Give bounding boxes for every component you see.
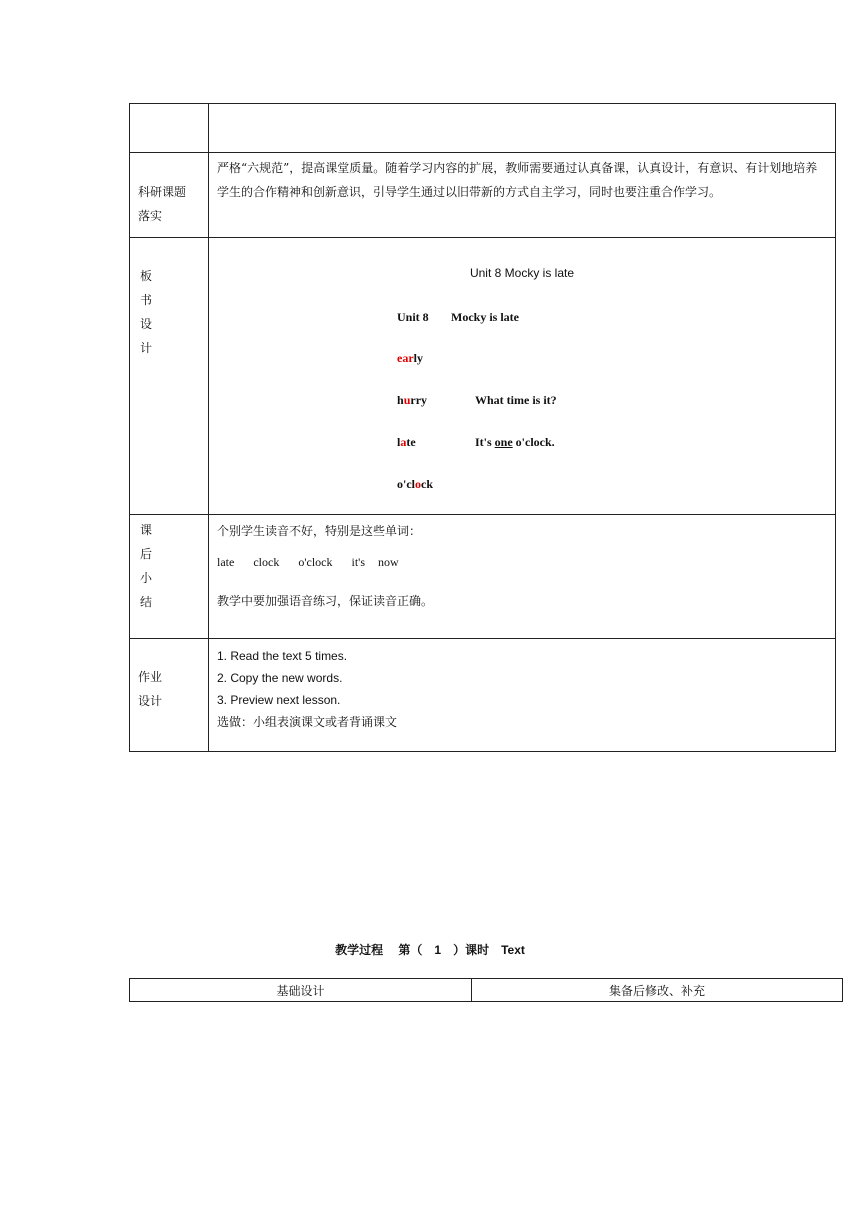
board-label-char: 计 xyxy=(140,341,153,355)
process-title: 教学过程 第（ 1 ）课时 Text xyxy=(335,943,525,957)
summary-label-char: 结 xyxy=(140,595,153,609)
lesson-plan-table xyxy=(129,103,836,752)
board-unit-title: Mocky is late xyxy=(451,310,519,324)
summary-word: now xyxy=(377,555,399,569)
homework-item: 1. Read the text 5 times. xyxy=(217,649,348,663)
process-table xyxy=(129,978,843,1002)
summary-label-char: 课 xyxy=(140,523,153,537)
board-answer: It's one o'clock. xyxy=(475,435,555,449)
homework-label-line2: 设计 xyxy=(138,694,163,708)
board-label-char: 板 xyxy=(140,269,153,283)
board-row xyxy=(130,238,836,515)
research-label-line1: 科研课题 xyxy=(138,185,187,199)
board-content xyxy=(209,238,836,515)
process-col-basic-design: 基础设计 xyxy=(130,979,472,1002)
summary-row xyxy=(130,515,836,639)
homework-item: 3. Preview next lesson. xyxy=(217,693,341,707)
board-unit-label: Unit 8 xyxy=(397,310,429,324)
process-col-revision: 集备后修改、补充 xyxy=(472,979,843,1002)
summary-word: o'clock xyxy=(298,555,333,569)
board-label-char: 设 xyxy=(140,317,153,331)
empty-row xyxy=(130,104,836,153)
summary-label-char: 后 xyxy=(140,547,153,561)
summary-word: clock xyxy=(253,555,280,569)
board-word-late: late xyxy=(397,435,416,449)
board-label-char: 书 xyxy=(140,293,153,307)
homework-label-line1: 作业 xyxy=(138,670,163,684)
summary-word: late xyxy=(217,555,235,569)
board-word-early: early xyxy=(397,351,423,365)
board-word-hurry: hurry xyxy=(397,393,428,407)
summary-line3: 教学中要加强语音练习，保证读音正确。 xyxy=(217,594,434,608)
summary-line1: 个别学生读音不好，特别是这些单词： xyxy=(217,524,422,538)
summary-label-char: 小 xyxy=(140,571,153,585)
research-row xyxy=(130,153,836,238)
research-label-line2: 落实 xyxy=(138,209,163,223)
summary-word: it's xyxy=(351,555,365,569)
summary-label xyxy=(130,515,209,639)
empty-content-cell xyxy=(209,104,836,153)
summary-words xyxy=(217,555,399,570)
homework-content xyxy=(209,639,836,752)
research-label xyxy=(130,153,209,238)
homework-label xyxy=(130,639,209,752)
board-label xyxy=(130,238,209,515)
homework-item: 2. Copy the new words. xyxy=(217,671,343,685)
board-heading: Unit 8 Mocky is late xyxy=(469,266,575,280)
homework-optional: 选做：小组表演课文或者背诵课文 xyxy=(217,715,398,729)
board-question: What time is it? xyxy=(475,393,557,407)
summary-content xyxy=(209,515,836,639)
board-word-oclock: o'clock xyxy=(397,477,433,491)
process-header-row xyxy=(130,979,843,1002)
research-text: 严格“六规范”，提高课堂质量。随着学习内容的扩展，教师需要通过认真备课，认真设计，有意识、有计划地培养学生的合作精神和创新意识，引导学生通过以旧带新的方式自主学习，同时也要注重合作学习。 xyxy=(217,161,818,199)
homework-row xyxy=(130,639,836,752)
research-content xyxy=(209,153,836,238)
empty-label-cell xyxy=(130,104,209,153)
